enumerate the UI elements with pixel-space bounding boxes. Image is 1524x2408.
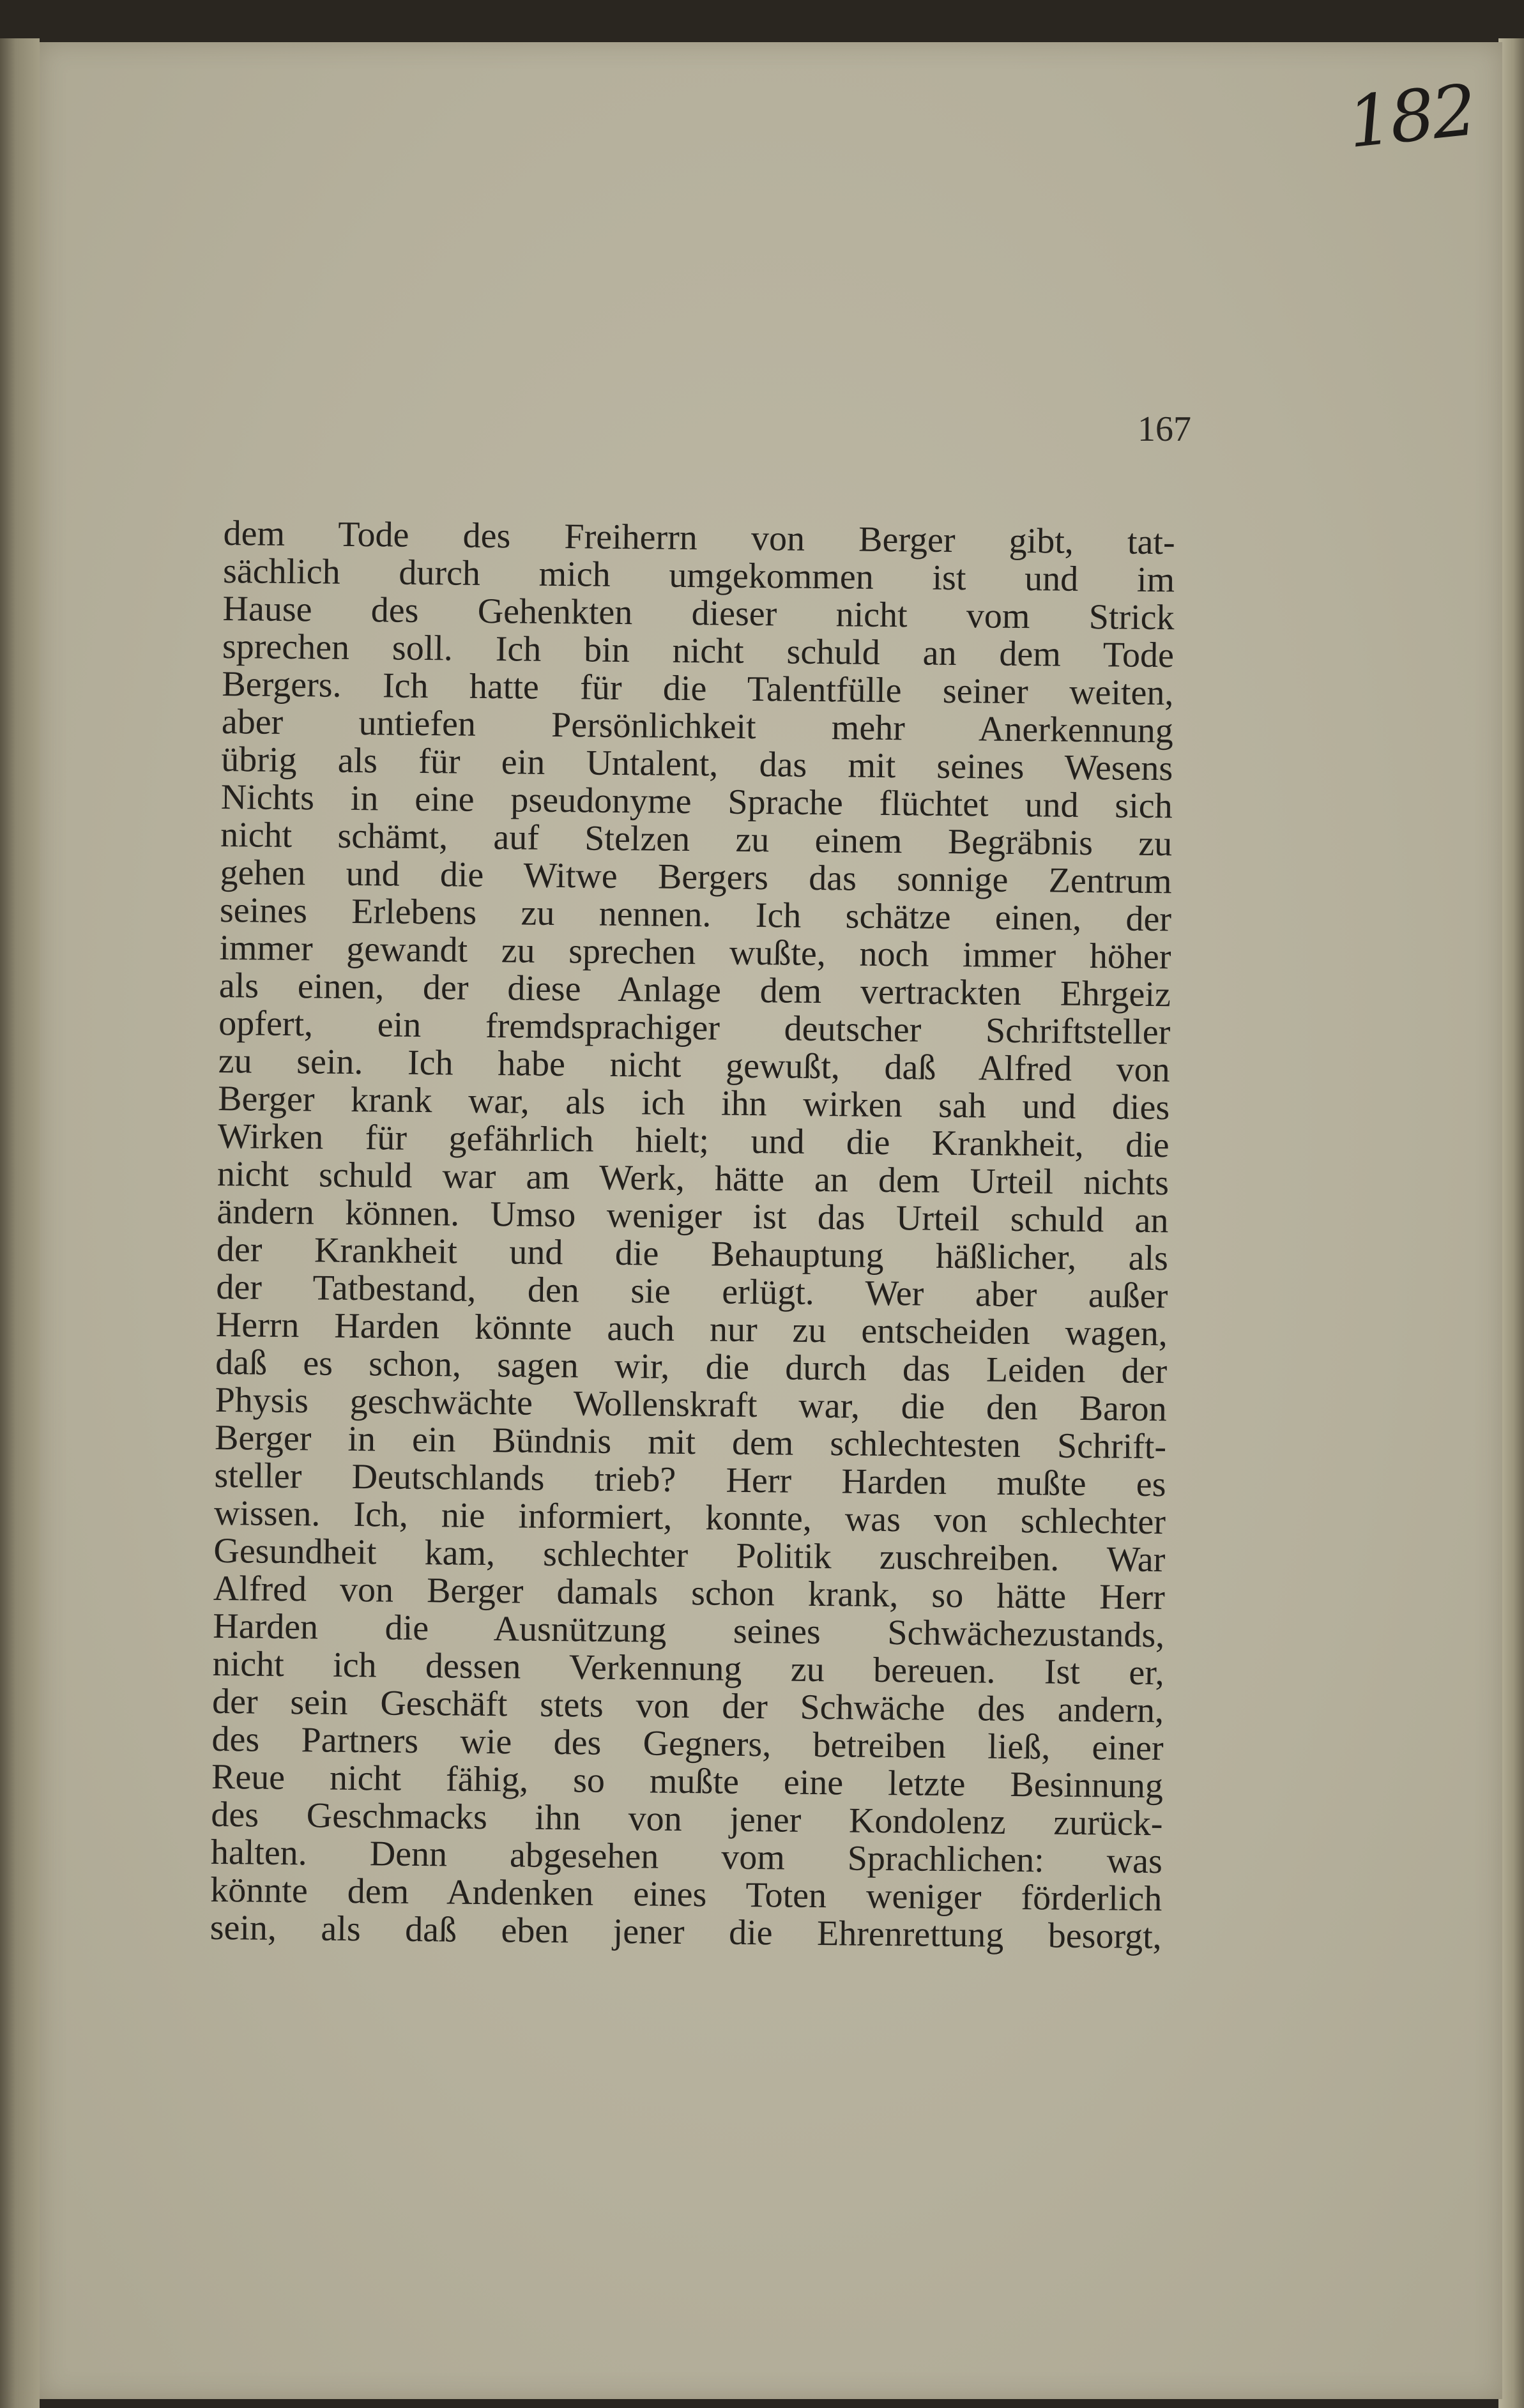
text-line: nicht ich dessen Verkennung zu bereuen. Ist er, — [212, 1643, 1164, 1693]
text-line: Berger krank war, als ich ihn wirken sah und dies — [217, 1078, 1170, 1128]
text-line: Alfred von Berger damals schon krank, so hätte Herr — [213, 1568, 1166, 1618]
text-line: der Krankheit und die Behauptung häßlicher, als — [216, 1229, 1169, 1279]
text-line: sein, als daß eben jener die Ehrenrettung besorgt, — [210, 1907, 1162, 1957]
text-line: übrig als für ein Untalent, das mit seines Wesens — [221, 739, 1173, 789]
text-line: nicht schuld war am Werk, hätte an dem Urteil nichts — [217, 1154, 1170, 1203]
text-line: sächlich durch mich umgekommen ist und im — [222, 551, 1175, 600]
text-line: daß es schon, sagen wir, die durch das Leiden der — [215, 1342, 1168, 1392]
text-line: Berger in ein Bündnis mit dem schlechtesten Schrift- — [214, 1417, 1167, 1467]
page-stack-edge — [1498, 38, 1524, 2408]
handwritten-folio-number: 182 — [1343, 69, 1479, 164]
text-line: der Tatbestand, den sie erlügt. Wer aber außer — [216, 1267, 1168, 1316]
text-line: Reue nicht fähig, so mußte eine letzte Besinnung — [211, 1756, 1164, 1806]
text-line: könnte dem Andenken eines Toten weniger förderlich — [210, 1870, 1162, 1919]
text-line: Physis geschwächte Wollenskraft war, die den Baron — [215, 1380, 1167, 1429]
text-line: immer gewandt zu sprechen wußte, noch immer höher — [219, 927, 1171, 977]
text-line: nicht schämt, auf Stelzen zu einem Begräbnis zu — [220, 814, 1173, 864]
text-line: Wirken für gefährlich hielt; und die Krankheit, die — [217, 1116, 1170, 1166]
text-line: Hause des Gehenkten dieser nicht vom Strick — [222, 588, 1175, 638]
text-line: aber untiefen Persönlichkeit mehr Anerkennung — [221, 701, 1174, 751]
text-line: wissen. Ich, nie informiert, konnte, was von schlechter — [213, 1493, 1166, 1543]
text-line: Gesundheit kam, schlechter Politik zuschreiben. War — [213, 1530, 1166, 1580]
text-line: Nichts in eine pseudonyme Sprache flüchtet und sich — [220, 777, 1173, 827]
text-line: als einen, der diese Anlage dem vertrackten Ehrgeiz — [218, 965, 1171, 1015]
text-line: halten. Denn abgesehen vom Sprachlichen: was — [210, 1832, 1163, 1882]
text-line: zu sein. Ich habe nicht gewußt, daß Alfred von — [218, 1040, 1171, 1090]
book-spine-edge — [0, 38, 40, 2408]
text-line: Harden die Ausnützung seines Schwächezustands, — [212, 1606, 1165, 1656]
text-line: seines Erlebens zu nennen. Ich schätze einen, der — [219, 890, 1172, 940]
text-line: dem Tode des Freiherrn von Berger gibt, tat- — [223, 514, 1175, 563]
text-line: gehen und die Witwe Bergers das sonnige Zentrum — [220, 852, 1172, 902]
text-line: steller Deutschlands trieb? Herr Harden mußte es — [214, 1455, 1166, 1505]
text-line: Herrn Harden könnte auch nur zu entscheiden wagen, — [215, 1304, 1168, 1354]
text-line: des Partners wie des Gegners, betreiben ließ, einer — [211, 1719, 1164, 1769]
text-line: Bergers. Ich hatte für die Talentfülle seiner weiten, — [222, 664, 1174, 713]
text-line: sprechen soll. Ich bin nicht schuld an dem Tode — [222, 626, 1175, 676]
printed-page-number: 167 — [1138, 409, 1191, 449]
body-text — [210, 515, 1175, 1956]
text-line: der sein Geschäft stets von der Schwäche des andern, — [211, 1681, 1164, 1731]
text-line: opfert, ein fremdsprachiger deutscher Schriftsteller — [218, 1003, 1171, 1053]
text-line: ändern können. Umso weniger ist das Urteil schuld an — [217, 1191, 1169, 1241]
text-line: des Geschmacks ihn von jener Kondolenz zurück- — [211, 1794, 1163, 1844]
